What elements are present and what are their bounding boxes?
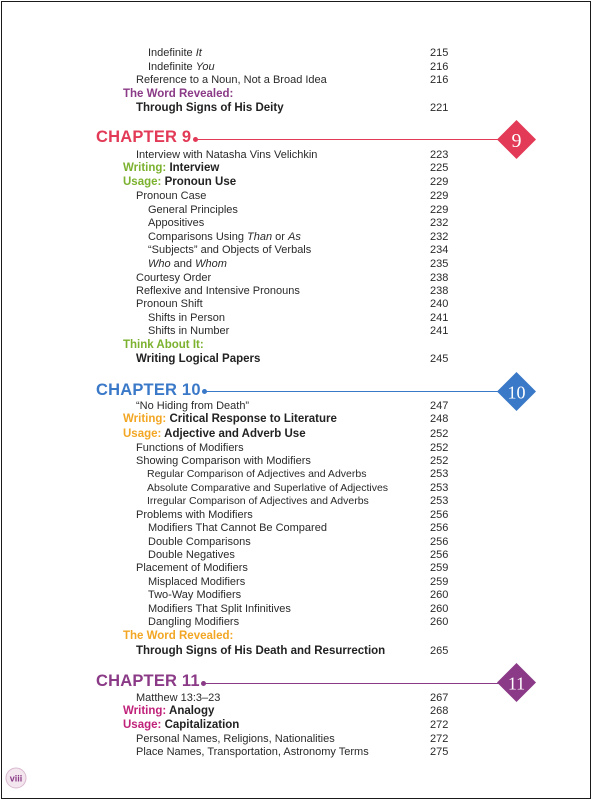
page-number: 260 (430, 589, 449, 601)
page-number: 229 (430, 190, 449, 202)
entry-label: Shifts in Number (148, 325, 230, 337)
entry-label: Modifiers That Cannot Be Compared (148, 522, 327, 534)
page-folio-badge (5, 767, 27, 789)
writing-kicker: Writing: (123, 162, 167, 174)
entry-label: Regular Comparison of Adjectives and Adverbs (147, 468, 367, 480)
entry-label: General Principles (148, 204, 238, 216)
entry-label: Interview with Natasha Vins Velichkin (136, 149, 318, 161)
entry-label: “No Hiding from Death” (136, 400, 250, 412)
page-number: 240 (430, 298, 449, 310)
entry-label: Misplaced Modifiers (148, 576, 246, 588)
page-number: 241 (430, 325, 449, 337)
entry-label-italic: Whom (195, 258, 227, 270)
entry-label: Courtesy Order (136, 272, 212, 284)
entry-label: Modifiers That Split Infinitives (148, 603, 291, 615)
entry-label: Interview (169, 162, 220, 174)
entry-label: Adjective and Adverb Use (164, 428, 306, 440)
entry-label: Comparisons Using (148, 231, 248, 243)
entry-label: Capitalization (164, 719, 240, 731)
entry-label-italic: It (195, 47, 202, 59)
page-folio: viii (9, 773, 23, 784)
page-number: 252 (430, 428, 449, 440)
page-number: 241 (430, 312, 449, 324)
entry-label: Showing Comparison with Modifiers (136, 455, 311, 467)
page-number: 216 (430, 61, 449, 73)
feature-kicker: The Word Revealed: (123, 88, 234, 100)
entry-label: Pronoun Shift (136, 298, 203, 310)
entry-label: Reflexive and Intensive Pronouns (136, 285, 300, 297)
entry-label: Two-Way Modifiers (148, 589, 242, 601)
entry-label: Through Signs of His Deity (136, 102, 284, 114)
page-number: 221 (430, 102, 449, 114)
usage-kicker: Usage: (123, 719, 162, 731)
page-number: 232 (430, 231, 449, 243)
entry-label: Analogy (169, 705, 215, 717)
page-number: 215 (430, 47, 449, 59)
entry-label: or (272, 231, 289, 243)
page-number: 238 (430, 272, 449, 284)
page-number: 265 (430, 645, 449, 657)
page-number: 229 (430, 176, 449, 188)
entry-label: Placement of Modifiers (136, 562, 248, 574)
entry-label: Personal Names, Religions, Nationalities (136, 733, 335, 745)
entry-label: Through Signs of His Death and Resurrection (136, 645, 386, 657)
page-number: 248 (430, 413, 449, 425)
entry-label: and (170, 258, 196, 270)
page-number: 256 (430, 522, 449, 534)
page-number: 253 (430, 495, 449, 507)
entry-label: Double Negatives (148, 549, 235, 561)
page-number: 268 (430, 705, 449, 717)
page-number: 229 (430, 204, 449, 216)
entry-label: Indefinite (148, 61, 196, 73)
chapter-rule (205, 391, 501, 392)
chapter-title: CHAPTER 10 (96, 381, 201, 399)
page-number: 234 (430, 244, 449, 256)
page-number: 256 (430, 549, 449, 561)
entry-label: Appositives (148, 217, 205, 229)
page-number: 260 (430, 616, 449, 628)
page-number: 267 (430, 692, 449, 704)
entry-label-italic: As (288, 231, 301, 243)
entry-label: Pronoun Case (136, 190, 207, 202)
chapter-number-badge (496, 371, 537, 412)
entry-label: “Subjects” and Objects of Verbals (148, 244, 312, 256)
page-number: 256 (430, 536, 449, 548)
entry-label-italic: Who (148, 258, 171, 270)
page-number: 252 (430, 455, 449, 467)
chapter-title: CHAPTER 9 (96, 128, 192, 146)
page-number: 253 (430, 468, 449, 480)
page-number: 245 (430, 353, 449, 365)
entry-label-italic: You (195, 61, 215, 73)
entry-label: Irregular Comparison of Adjectives and Adverbs (147, 495, 369, 507)
page-number: 272 (430, 733, 449, 745)
page-number: 259 (430, 562, 449, 574)
entry-label: Place Names, Transportation, Astronomy Terms (136, 746, 369, 758)
page-number: 253 (430, 482, 449, 494)
entry-label-italic: Than (247, 231, 273, 243)
chapter-number-badge (496, 119, 537, 160)
page-number: 252 (430, 442, 449, 454)
entry-label: Pronoun Use (164, 176, 237, 188)
entry-label: Problems with Modifiers (136, 509, 253, 521)
entry-label: Matthew 13:3–23 (136, 692, 221, 704)
chapter-number: 11 (507, 673, 526, 694)
page-number: 275 (430, 746, 449, 758)
chapter-title: CHAPTER 11 (96, 672, 200, 690)
entry-label: Shifts in Person (148, 312, 226, 324)
entry-label: Functions of Modifiers (136, 442, 244, 454)
page-number: 223 (430, 149, 449, 161)
page-number: 247 (430, 400, 449, 412)
entry-label: Absolute Comparative and Superlative of Adjectives (147, 482, 389, 494)
page-number: 256 (430, 509, 449, 521)
chapter-number-badge (496, 662, 537, 703)
chapter-rule (204, 683, 501, 684)
page-number: 272 (430, 719, 449, 731)
usage-kicker: Usage: (123, 428, 162, 440)
entry-label: Reference to a Noun, Not a Broad Idea (136, 74, 327, 86)
feature-kicker: The Word Revealed: (123, 630, 234, 642)
feature-kicker: Think About It: (123, 339, 204, 351)
page-number: 238 (430, 285, 449, 297)
usage-kicker: Usage: (123, 176, 162, 188)
page-number: 235 (430, 258, 449, 270)
chapter-number: 9 (511, 130, 522, 152)
page-number: 260 (430, 603, 449, 615)
writing-kicker: Writing: (123, 413, 167, 425)
chapter-rule (195, 139, 501, 140)
page-number: 216 (430, 74, 449, 86)
page-number: 259 (430, 576, 449, 588)
entry-label: Writing Logical Papers (136, 353, 261, 365)
entry-label: Indefinite (148, 47, 196, 59)
entry-label: Dangling Modifiers (148, 616, 240, 628)
page-number: 232 (430, 217, 449, 229)
entry-label: Double Comparisons (148, 536, 251, 548)
page-number: 225 (430, 162, 449, 174)
entry-label: Critical Response to Literature (169, 413, 337, 425)
chapter-number: 10 (507, 382, 526, 403)
writing-kicker: Writing: (123, 705, 167, 717)
